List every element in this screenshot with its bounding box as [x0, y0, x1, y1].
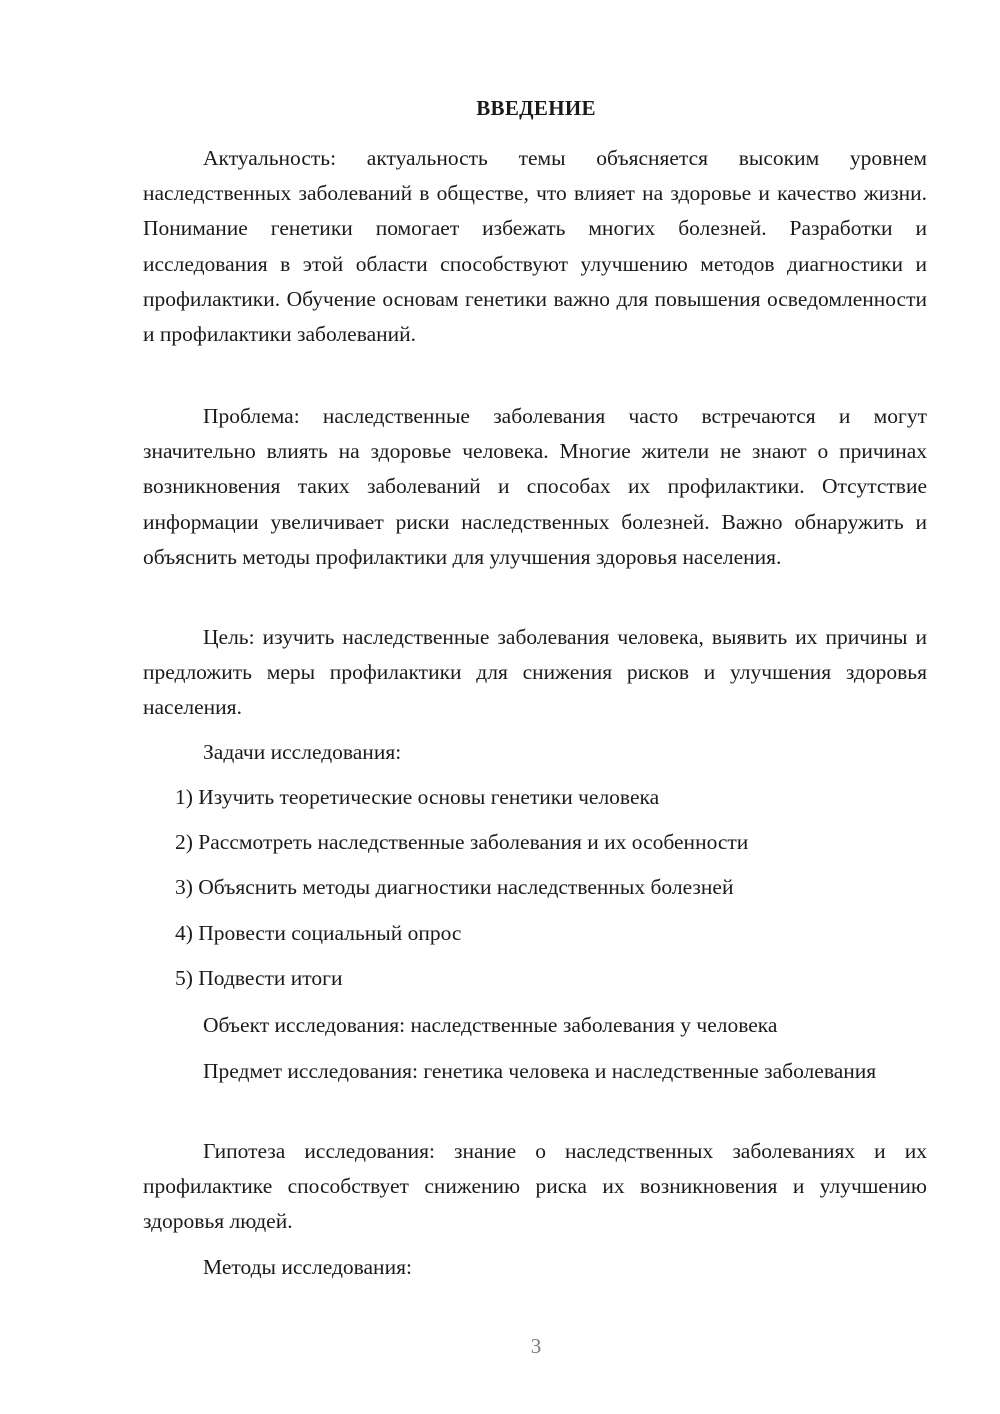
task-item: 5) Подвести итоги — [175, 965, 343, 990]
document-body-methods — [143, 1250, 927, 1285]
document-body — [143, 141, 927, 352]
document-body-object — [143, 1008, 927, 1043]
goal-paragraph: Цель: изучить наследственные заболевания человека, выявить их причины и предложить меры профилактики для снижения рисков и улучшения здоровья населения. — [143, 625, 927, 720]
section-heading: ВВЕДЕНИЕ — [476, 96, 596, 120]
hypothesis-paragraph: Гипотеза исследования: знание о наследственных заболеваниях и их профилактике способствует снижению риска их возникновения и улучшению здоровья людей. — [143, 1139, 927, 1234]
tasks-title: Задачи исследования: — [203, 740, 402, 764]
document-body-subject — [143, 1054, 927, 1089]
subject-paragraph: Предмет исследования: генетика человека и наследственные заболевания — [203, 1059, 877, 1083]
document-body-tasks-title — [143, 735, 927, 770]
methods-title: Методы исследования: — [203, 1255, 412, 1279]
document-body-problem — [143, 399, 927, 575]
task-item: 3) Объяснить методы диагностики наследственных болезней — [175, 875, 734, 900]
task-item: 2) Рассмотреть наследственные заболевания и их особенности — [175, 830, 749, 855]
problem-paragraph: Проблема: наследственные заболевания часто встречаются и могут значительно влиять на здоровье человека. Многие жители не знают о причинах возникновения таких заболеваний и способах их профилактики. Отсутствие информации увеличивает риски наследственных болезней. Важно обнаружить и объяснить методы профилактики для улучшения здоровья населения. — [143, 404, 927, 569]
page-number: 3 — [530, 1334, 542, 1358]
tasks-list — [143, 780, 927, 996]
relevance-paragraph: Актуальность: актуальность темы объясняется высоким уровнем наследственных заболеваний в обществе, что влияет на здоровье и качество жизни. Понимание генетики помогает избежать многих болезней. Разработки и исследования в этой области способствуют улучшению методов диагностики и профилактики. Обучение основам генетики важно для повышения осведомленности и профилактики заболеваний. — [143, 146, 927, 347]
object-paragraph: Объект исследования: наследственные заболевания у человека — [203, 1013, 778, 1037]
document-body-goal — [143, 620, 927, 726]
document-body-hypothesis — [143, 1134, 927, 1240]
task-item: 4) Провести социальный опрос — [175, 920, 462, 945]
task-item: 1) Изучить теоретические основы генетики человека — [175, 785, 660, 809]
